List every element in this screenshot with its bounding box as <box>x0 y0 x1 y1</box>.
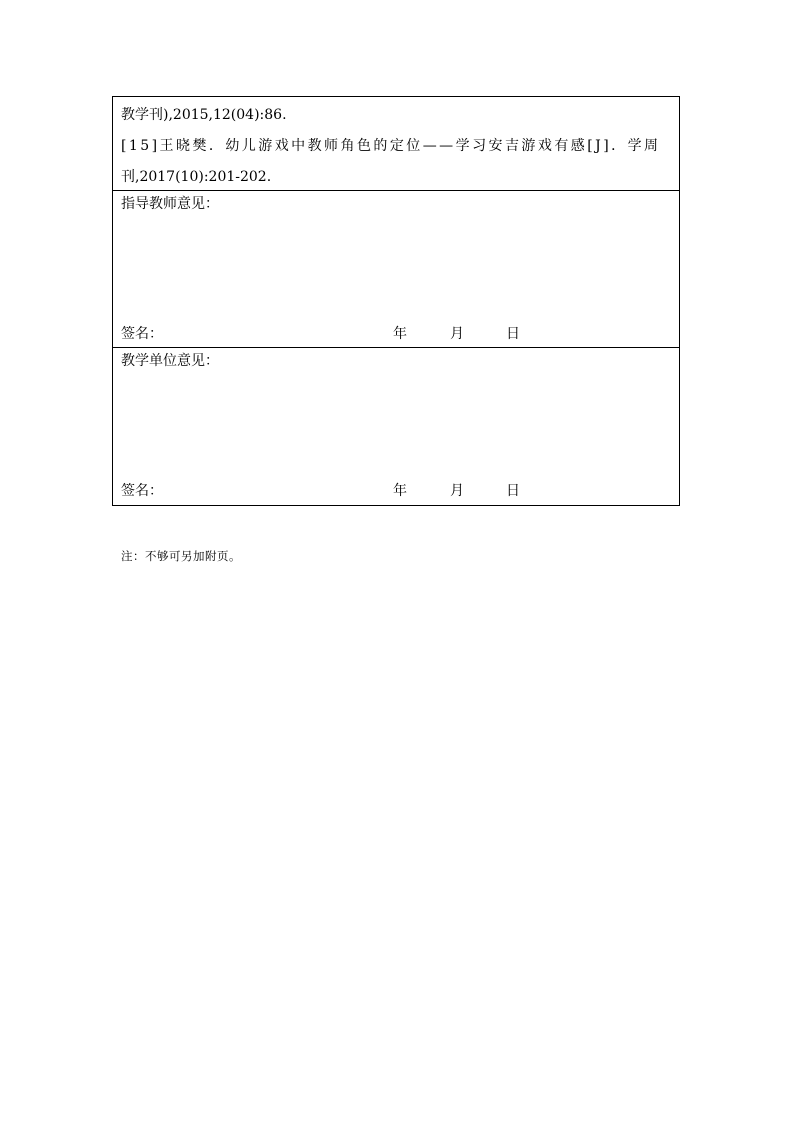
unit-signature-row <box>121 480 679 500</box>
advisor-opinion-cell[interactable] <box>113 191 679 348</box>
unit-signature-label: 签名： <box>121 483 163 499</box>
advisor-signature-row <box>121 323 679 343</box>
reference-line: 教学刊),2015,12(04):86. <box>121 107 287 123</box>
reference-line-justified <box>121 131 673 162</box>
unit-day-label: 日 <box>506 483 520 499</box>
unit-month-label: 月 <box>450 483 464 499</box>
advisor-signature-label: 签名： <box>121 326 163 342</box>
advisor-opinion-label: 指导教师意见： <box>121 196 219 212</box>
advisor-year-label: 年 <box>393 326 407 342</box>
advisor-day-label: 日 <box>506 326 520 342</box>
footnote: 注：不够可另加附页。 <box>121 549 241 563</box>
reference-line: 刊,2017(10):201-202. <box>121 169 272 185</box>
unit-year-label: 年 <box>393 483 407 499</box>
references-cell <box>113 97 679 191</box>
reference-text: [15]王晓樊．幼儿游戏中教师角色的定位——学习安吉游戏有感[J]．学周 <box>121 138 661 154</box>
unit-opinion-cell[interactable] <box>113 348 679 505</box>
unit-opinion-label: 教学单位意见： <box>121 353 219 369</box>
review-form-table <box>112 96 680 506</box>
advisor-month-label: 月 <box>450 326 464 342</box>
